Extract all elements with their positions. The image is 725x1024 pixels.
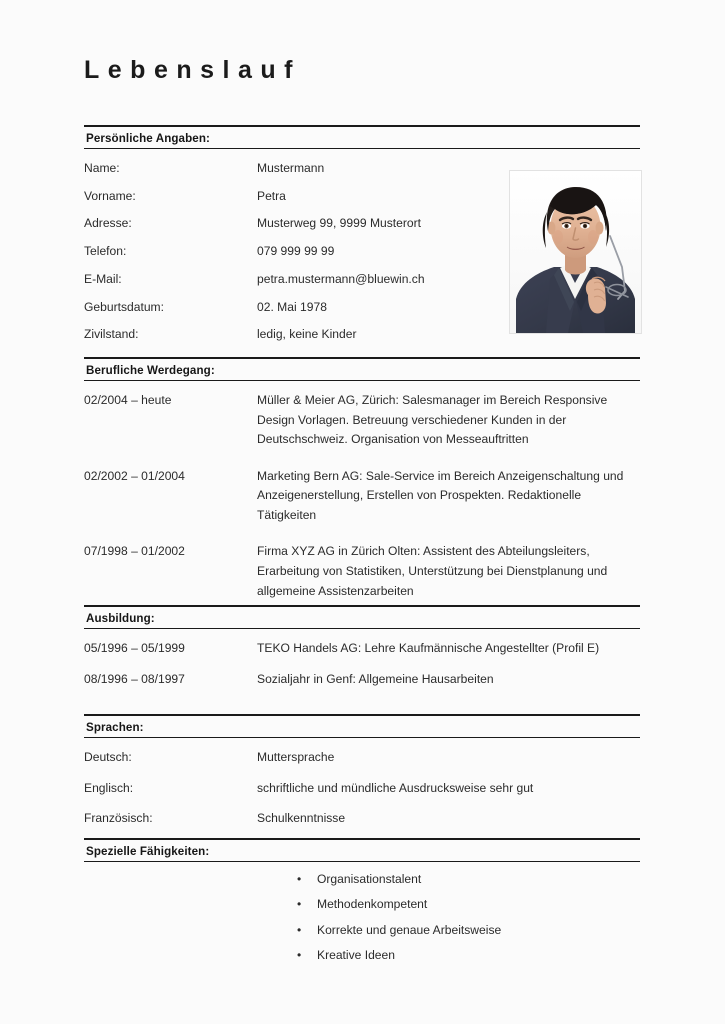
field-label: Name: [84,161,120,175]
field-label: Telefon: [84,244,127,259]
period-label: 02/2004 – heute [84,393,172,407]
list-item [124,947,640,964]
bullet-icon: • [297,897,302,912]
field-value: Petra [257,188,286,203]
table-row [84,670,640,689]
section-skills [84,838,640,973]
avatar [509,170,642,334]
section-experience [84,357,640,618]
field-label: E-Mail: [84,271,122,286]
section-languages [84,714,640,840]
table-row [84,809,640,828]
section-heading-personal: Persönliche Angaben: [84,125,640,149]
period-label: 05/1996 – 05/1999 [84,641,185,655]
bullet-icon: • [297,922,302,937]
period-label: 07/1998 – 01/2002 [84,544,185,559]
bullet-icon: • [297,948,302,963]
language-level: schriftliche und mündliche Ausdrucksweise sehr gut [257,780,534,795]
language-label: Französisch: [84,811,153,826]
field-value: 02. Mai 1978 [257,299,327,314]
period-label: 08/1996 – 08/1997 [84,671,185,686]
skill-label: Methodenkompetent [317,897,428,912]
table-row [84,748,640,767]
field-label: Geburtsdatum: [84,299,164,314]
field-value: 079 999 99 99 [257,244,335,259]
field-label: Vorname: [84,188,136,203]
field-label: Adresse: [84,216,132,231]
language-label: Deutsch: [84,750,132,764]
table-row [84,467,640,526]
section-heading-experience: Berufliche Werdegang: [84,357,640,381]
bullet-icon: • [297,872,302,886]
skills-list [84,862,640,964]
field-label: Zivilstand: [84,327,139,342]
section-heading-skills: Spezielle Fähigkeiten: [84,838,640,862]
section-heading-education: Ausbildung: [84,605,640,629]
language-rows [84,738,640,828]
skill-label: Organisationstalent [317,872,422,886]
position-description: Firma XYZ AG in Zürich Olten: Assistent des Abteilungsleiters, Erarbeitung von Statistiken, Unterstützung bei Dienstplanung und allgemeine Assistenzarbeiten [257,544,608,598]
education-description: TEKO Handels AG: Lehre Kaufmännische Angestellter (Profil E) [257,641,600,655]
table-row [84,639,640,658]
table-row [84,779,640,798]
section-heading-languages: Sprachen: [84,714,640,738]
experience-rows [84,381,640,601]
portrait-photo [510,171,641,333]
period-label: 02/2002 – 01/2004 [84,468,185,483]
section-education [84,605,640,700]
list-item [124,922,640,939]
position-description: Müller & Meier AG, Zürich: Salesmanager im Bereich Responsive Design Vorlagen. Betreuung verschiedener Kunden in der Deutschschweiz. Organisation von Messeauftritten [257,393,608,447]
field-value: Musterweg 99, 9999 Musterort [257,216,422,231]
table-row [84,542,640,601]
field-value: ledig, keine Kinder [257,327,357,342]
skill-label: Kreative Ideen [317,948,395,963]
field-value: Mustermann [257,161,325,175]
skill-label: Korrekte und genaue Arbeitsweise [317,922,502,937]
language-level: Muttersprache [257,750,335,764]
list-item [124,896,640,913]
language-level: Schulkenntnisse [257,811,346,826]
list-item [124,871,640,888]
position-description: Marketing Bern AG: Sale-Service im Bereich Anzeigenschaltung und Anzeigenerstellung, Erstellen von Prospekten. Redaktionelle Tätigkeiten [257,468,624,522]
language-label: Englisch: [84,780,134,795]
page-title: Lebenslauf [84,56,301,84]
email-value: petra.mustermann@bluewin.ch [257,271,425,286]
education-rows [84,629,640,688]
table-row [84,391,640,450]
education-description: Sozialjahr in Genf: Allgemeine Hausarbeiten [257,671,494,686]
